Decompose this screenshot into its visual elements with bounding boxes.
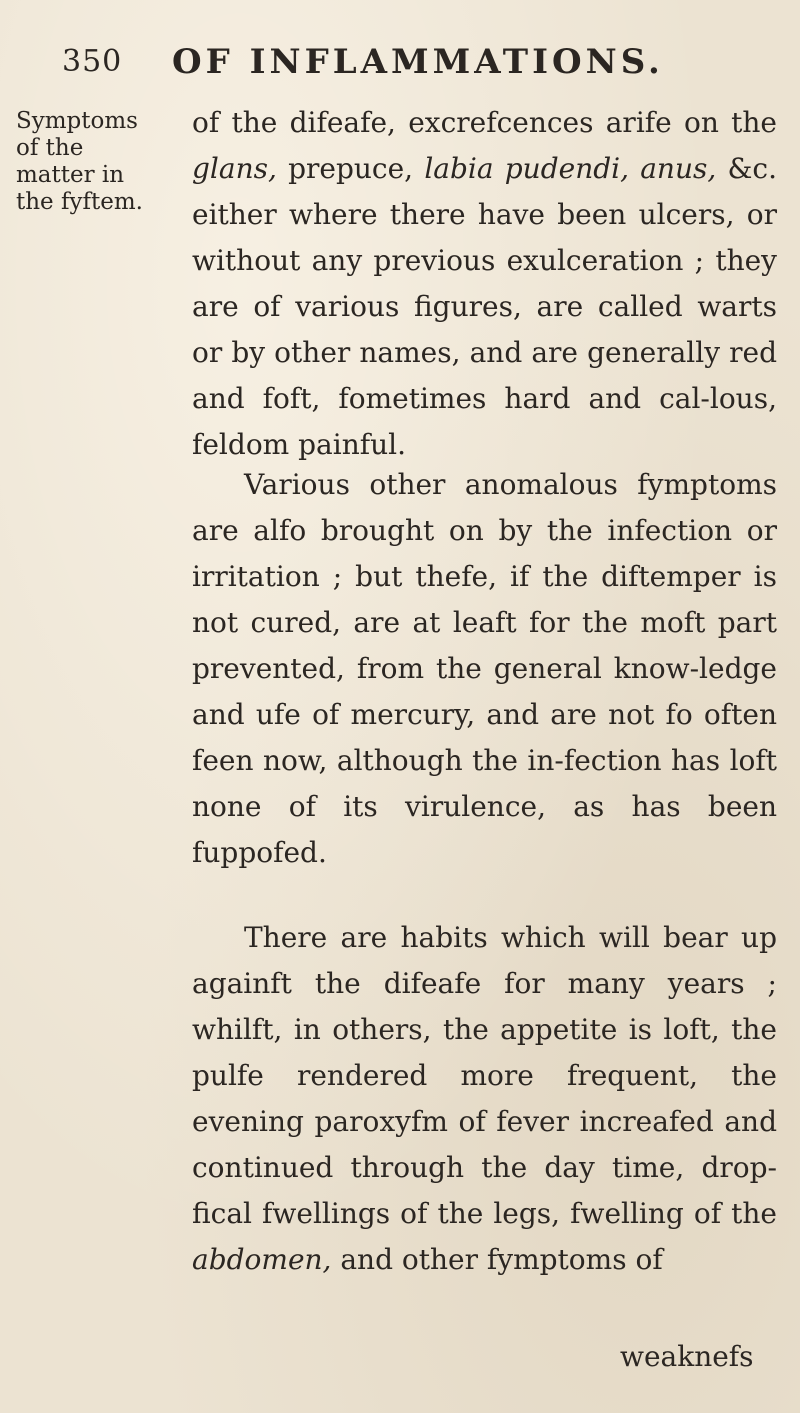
paragraph-2	[192, 462, 777, 876]
paragraph-3	[192, 915, 777, 1283]
p1-text: prepuce,	[276, 152, 425, 185]
margin-note-line: Symptoms	[16, 108, 138, 134]
running-head: OF INFLAMMATIONS.	[172, 42, 664, 82]
p3-italic-abdomen: abdomen,	[192, 1243, 332, 1276]
margin-note-line: matter in	[16, 162, 125, 188]
p1-italic-labia: labia pudendi, anus,	[424, 152, 717, 185]
catchword: weaknefs	[620, 1340, 754, 1373]
p3-text: and other fymptoms of	[331, 1243, 663, 1276]
page-number: 350	[62, 44, 123, 79]
p2-text: Various other anomalous fymptoms are alfo brought on by the infection or irritation ; but thefe, if the diftemper is not cured, are at leaft for the moft part prevented, from the general know-ledge and ufe of mercury, and are not fo often feen now, although the in-fection has loft none of its virulence, as has been fuppofed.	[192, 468, 777, 869]
margin-note	[16, 108, 166, 216]
p1-text: of the difeafe, excrefcences arife on the	[192, 106, 777, 139]
margin-note-line: the fyftem.	[16, 189, 143, 215]
p1-italic-glans: glans,	[192, 152, 277, 185]
p1-text: &c. either where there have been ulcers, or without any previous exulceration ; they are of various figures, are called warts or by other names, and are generally red and foft, fometimes hard and cal-lous, feldom painful.	[192, 152, 777, 461]
p3-text: There are habits which will bear up againft the difeafe for many years ; whilft, in others, the appetite is loft, the pulfe rendered more frequent, the evening paroxyfm of fever increafed and continued through the day time, drop-fical fwellings of the legs, fwelling of the	[192, 921, 777, 1230]
paragraph-1	[192, 100, 777, 468]
margin-note-line: of the	[16, 135, 84, 161]
page-header	[0, 22, 800, 82]
